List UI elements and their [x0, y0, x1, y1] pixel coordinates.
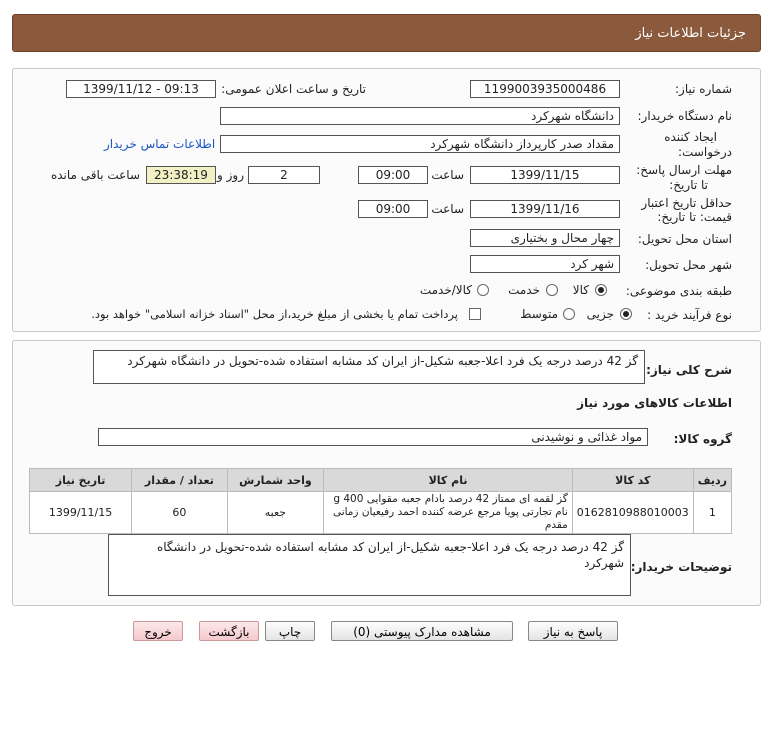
goods-table: [29, 468, 732, 534]
col-name: نام کالا: [324, 469, 573, 492]
cell-name: گز لقمه ای ممتاز 42 درصد بادام جعبه مقوایی 400 g نام تجارتی پویا مرجع عرضه کننده احمد رفیعیان زمانی مقدم: [324, 492, 573, 534]
process-label: نوع فرآیند خرید :: [647, 308, 732, 322]
col-unit: واحد شمارش: [227, 469, 324, 492]
category-option-service: خدمت: [508, 283, 540, 297]
goods-section-title: اطلاعات کالاهای مورد نیاز: [577, 396, 732, 410]
cell-date: 1399/11/15: [30, 492, 132, 534]
summary-field: گز 42 درصد درجه یک فرد اعلا-جعبه شکیل-از ایران کد مشابه استفاده شده-تحویل در دانشگاه شهرکرد: [93, 350, 645, 384]
col-date: تاریخ نیاز: [30, 469, 132, 492]
reply-label-2: تا تاریخ:: [669, 178, 708, 192]
col-code: کد کالا: [572, 469, 693, 492]
reply-date-field: 1399/11/15: [470, 166, 620, 184]
province-field: چهار محال و بختیاری: [470, 229, 620, 247]
validity-label-2: قیمت: تا تاریخ:: [657, 210, 732, 224]
summary-label: شرح کلی نیاز:: [646, 363, 732, 377]
reply-time-field: 09:00: [358, 166, 428, 184]
process-option-medium: متوسط: [520, 307, 558, 321]
category-option-both: کالا/خدمت: [419, 283, 472, 297]
reply-time-label: ساعت: [431, 168, 464, 182]
days-field: 2: [248, 166, 320, 184]
treasury-checkbox[interactable]: [469, 308, 481, 320]
table-row: [30, 492, 732, 534]
print-button[interactable]: چاپ: [265, 621, 315, 641]
remaining-time-field: 23:38:19: [146, 166, 216, 184]
validity-date-field: 1399/11/16: [470, 200, 620, 218]
category-radio-both[interactable]: [477, 284, 489, 296]
creator-label-2: درخواست:: [678, 145, 732, 159]
validity-time-field: 09:00: [358, 200, 428, 218]
buyer-label: نام دستگاه خریدار:: [637, 109, 732, 123]
page-header: [12, 14, 761, 52]
buyer-notes-field: گز 42 درصد درجه یک فرد اعلا-جعبه شکیل-از ایران کد مشابه استفاده شده-تحویل در دانشگاه شهرکرد: [108, 534, 631, 596]
exit-button[interactable]: خروج: [133, 621, 183, 641]
announce-label: تاریخ و ساعت اعلان عمومی:: [221, 82, 366, 96]
category-radio-service[interactable]: [546, 284, 558, 296]
goods-group-field: مواد غذائی و نوشیدنی: [98, 428, 648, 446]
payment-note: پرداخت تمام یا بخشی از مبلغ خرید،از محل "اسناد خزانه اسلامی" خواهد بود.: [91, 307, 458, 321]
creator-field: مقداد صدر کارپرداز دانشگاه شهرکرد: [220, 135, 620, 153]
announce-field: 1399/11/12 - 09:13: [66, 80, 216, 98]
category-radio-goods[interactable]: [595, 284, 607, 296]
col-qty: تعداد / مقدار: [132, 469, 228, 492]
cell-qty: 60: [132, 492, 228, 534]
validity-label-1: حداقل تاریخ اعتبار: [641, 196, 732, 210]
view-documents-button[interactable]: مشاهده مدارک پیوستی (0): [331, 621, 513, 641]
cell-code: 0162810988010003: [572, 492, 693, 534]
buyer-contact-link[interactable]: اطلاعات تماس خریدار: [104, 137, 216, 151]
process-radio-medium[interactable]: [563, 308, 575, 320]
reply-button[interactable]: پاسخ به نیاز: [528, 621, 618, 641]
city-label: شهر محل تحویل:: [645, 258, 732, 272]
city-field: شهر کرد: [470, 255, 620, 273]
province-label: استان محل تحویل:: [637, 232, 732, 246]
reply-label-1: مهلت ارسال پاسخ:: [636, 163, 732, 177]
category-label: طبقه بندی موضوعی:: [625, 284, 732, 298]
category-option-goods: کالا: [572, 283, 589, 297]
cell-unit: جعبه: [227, 492, 324, 534]
process-option-minor: جزیی: [586, 307, 614, 321]
days-label: روز و: [217, 168, 244, 182]
cell-row: 1: [693, 492, 731, 534]
buyer-field: دانشگاه شهرکرد: [220, 107, 620, 125]
back-button[interactable]: بازگشت: [199, 621, 259, 641]
validity-time-label: ساعت: [431, 202, 464, 216]
goods-group-label: گروه کالا:: [673, 432, 732, 446]
col-row: ردیف: [693, 469, 731, 492]
need-number-field: 1199003935000486: [470, 80, 620, 98]
page-title: جزئیات اطلاعات نیاز: [635, 26, 746, 41]
process-radio-minor[interactable]: [620, 308, 632, 320]
remaining-label: ساعت باقی مانده: [50, 168, 140, 182]
buyer-notes-label: توضیحات خریدار:: [630, 560, 732, 574]
creator-label-1: ایجاد کننده: [664, 130, 717, 144]
need-number-label: شماره نیاز:: [675, 82, 732, 96]
